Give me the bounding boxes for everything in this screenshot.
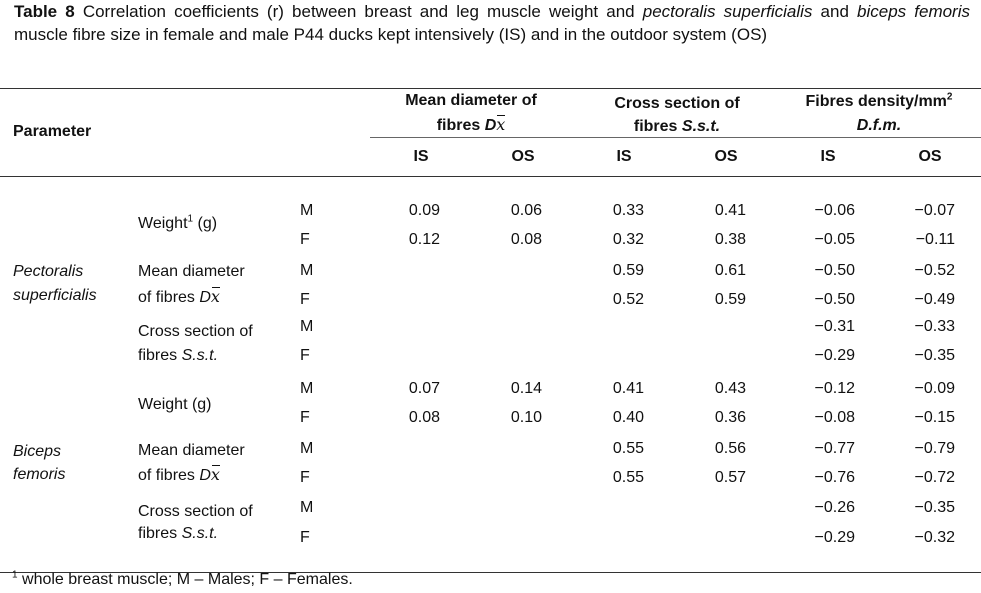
- table-cell: 0.59: [714, 291, 746, 308]
- table-cell: 0.56: [714, 440, 746, 457]
- table-cell: −0.76: [814, 469, 855, 486]
- table-cell: −0.79: [914, 440, 955, 457]
- table-cell: −0.12: [814, 380, 855, 397]
- param-mean-diameter-line2: of fibres Dx: [138, 287, 220, 306]
- table-cell: −0.49: [914, 291, 955, 308]
- header-cross-section-line2: fibres S.s.t.: [633, 118, 721, 135]
- table-cell: 0.55: [612, 469, 644, 486]
- table-label: Table 8: [14, 2, 75, 21]
- table-cell: −0.32: [914, 529, 955, 546]
- table-cell: −0.50: [814, 291, 855, 308]
- caption-text: and: [812, 2, 858, 21]
- table-cell: 0.61: [714, 262, 746, 279]
- caption-text: muscle fibre size in female and male P44 ducks kept intensively (IS) and in the outdoor system (OS): [14, 24, 768, 44]
- table-cell: −0.05: [814, 231, 855, 248]
- table-cell: 0.41: [612, 380, 644, 397]
- header-fibres-density-line2: D.f.m.: [856, 117, 902, 134]
- table-cell: 0.14: [510, 380, 542, 397]
- table-cell: −0.11: [915, 231, 955, 248]
- table-cell: −0.26: [814, 499, 855, 516]
- param-weight-breast: Weight$^1$ (g): [138, 213, 218, 232]
- param-cross-section-line1: Cross section of: [138, 323, 253, 340]
- table-cell: −0.09: [914, 380, 955, 397]
- subheader-os: OS: [918, 148, 942, 165]
- subheader-is: IS: [413, 148, 429, 165]
- table-cell: −0.33: [914, 318, 955, 335]
- table-cell: −0.29: [814, 347, 855, 364]
- table-caption: [14, 1, 970, 46]
- table-cell: 0.52: [612, 291, 644, 308]
- sex-label: F: [300, 529, 310, 546]
- sex-label: F: [300, 291, 310, 308]
- header-group-rule: [370, 137, 981, 138]
- sex-label: F: [300, 231, 310, 248]
- table-cell: 0.59: [612, 262, 644, 279]
- table-cell: 0.10: [510, 409, 542, 426]
- sex-label: M: [300, 262, 314, 279]
- table-cell: −0.35: [914, 499, 955, 516]
- table-cell: −0.08: [814, 409, 855, 426]
- sex-label: M: [300, 440, 314, 457]
- table-cell: 0.09: [408, 202, 440, 219]
- sex-label: M: [300, 499, 314, 516]
- subheader-os: OS: [511, 148, 535, 165]
- table-cell: 0.36: [714, 409, 746, 426]
- table-cell: 0.08: [408, 409, 440, 426]
- table-cell: −0.29: [814, 529, 855, 546]
- header-bottom-rule: [0, 176, 981, 177]
- table-cell: 0.32: [612, 231, 644, 248]
- caption-muscle-2: biceps femoris: [857, 2, 970, 21]
- sex-label: F: [300, 469, 310, 486]
- sex-label: F: [300, 409, 310, 426]
- table-cell: 0.06: [510, 202, 542, 219]
- table-cell: 0.43: [714, 380, 746, 397]
- table-cell: 0.12: [408, 231, 440, 248]
- table-cell: 0.40: [612, 409, 644, 426]
- table-cell: 0.38: [714, 231, 746, 248]
- muscle-label-biceps: Biceps: [13, 443, 62, 460]
- footnote: $^1$ whole breast muscle; M – Males; F – Females.: [12, 569, 353, 588]
- subheader-os: OS: [714, 148, 738, 165]
- header-mean-diameter-line2: fibres Dx: [436, 115, 506, 134]
- table-cell: 0.57: [714, 469, 746, 486]
- param-mean-diameter-line1: Mean diameter: [138, 442, 245, 459]
- subheader-is: IS: [616, 148, 632, 165]
- subheader-is: IS: [820, 148, 836, 165]
- param-cross-section-line2: fibres S.s.t.: [138, 347, 219, 364]
- table-top-rule: [0, 88, 981, 89]
- sex-label: F: [300, 347, 310, 364]
- table-cell: 0.07: [408, 380, 440, 397]
- table-cell: −0.52: [914, 262, 955, 279]
- param-weight-leg: Weight (g): [138, 396, 212, 413]
- param-mean-diameter-line1: Mean diameter: [138, 263, 245, 280]
- caption-text: Correlation coefficients (r) between breast and leg muscle weight and: [74, 2, 643, 21]
- table-cell: −0.35: [914, 347, 955, 364]
- header-parameter: Parameter: [13, 123, 92, 140]
- sex-label: M: [300, 380, 314, 397]
- param-cross-section-line1: Cross section of: [138, 503, 253, 520]
- param-mean-diameter-line2: of fibres Dx: [138, 465, 220, 484]
- table-cell: −0.07: [914, 202, 955, 219]
- table-cell: 0.41: [714, 202, 746, 219]
- table-cell: −0.72: [914, 469, 955, 486]
- param-cross-section-line2: fibres S.s.t.: [138, 525, 219, 542]
- header-mean-diameter-line1: Mean diameter of: [405, 92, 537, 109]
- table-cell: −0.31: [814, 318, 855, 335]
- table-cell: −0.50: [814, 262, 855, 279]
- table-cell: −0.77: [814, 440, 855, 457]
- muscle-label-superficialis: superficialis: [13, 287, 97, 304]
- table-cell: 0.55: [612, 440, 644, 457]
- table-cell: 0.08: [510, 231, 542, 248]
- header-fibres-density-line1: Fibres density/$mm^2$: [805, 91, 953, 110]
- table-cell: −0.06: [814, 202, 855, 219]
- muscle-label-femoris: femoris: [13, 466, 66, 483]
- table-cell: −0.15: [914, 409, 955, 426]
- header-cross-section-line1: Cross section of: [614, 95, 740, 112]
- sex-label: M: [300, 202, 314, 219]
- sex-label: M: [300, 318, 314, 335]
- table-cell: 0.33: [612, 202, 644, 219]
- caption-muscle-1: pectoralis superficialis: [642, 2, 813, 21]
- muscle-label-pectoralis: Pectoralis: [13, 263, 84, 280]
